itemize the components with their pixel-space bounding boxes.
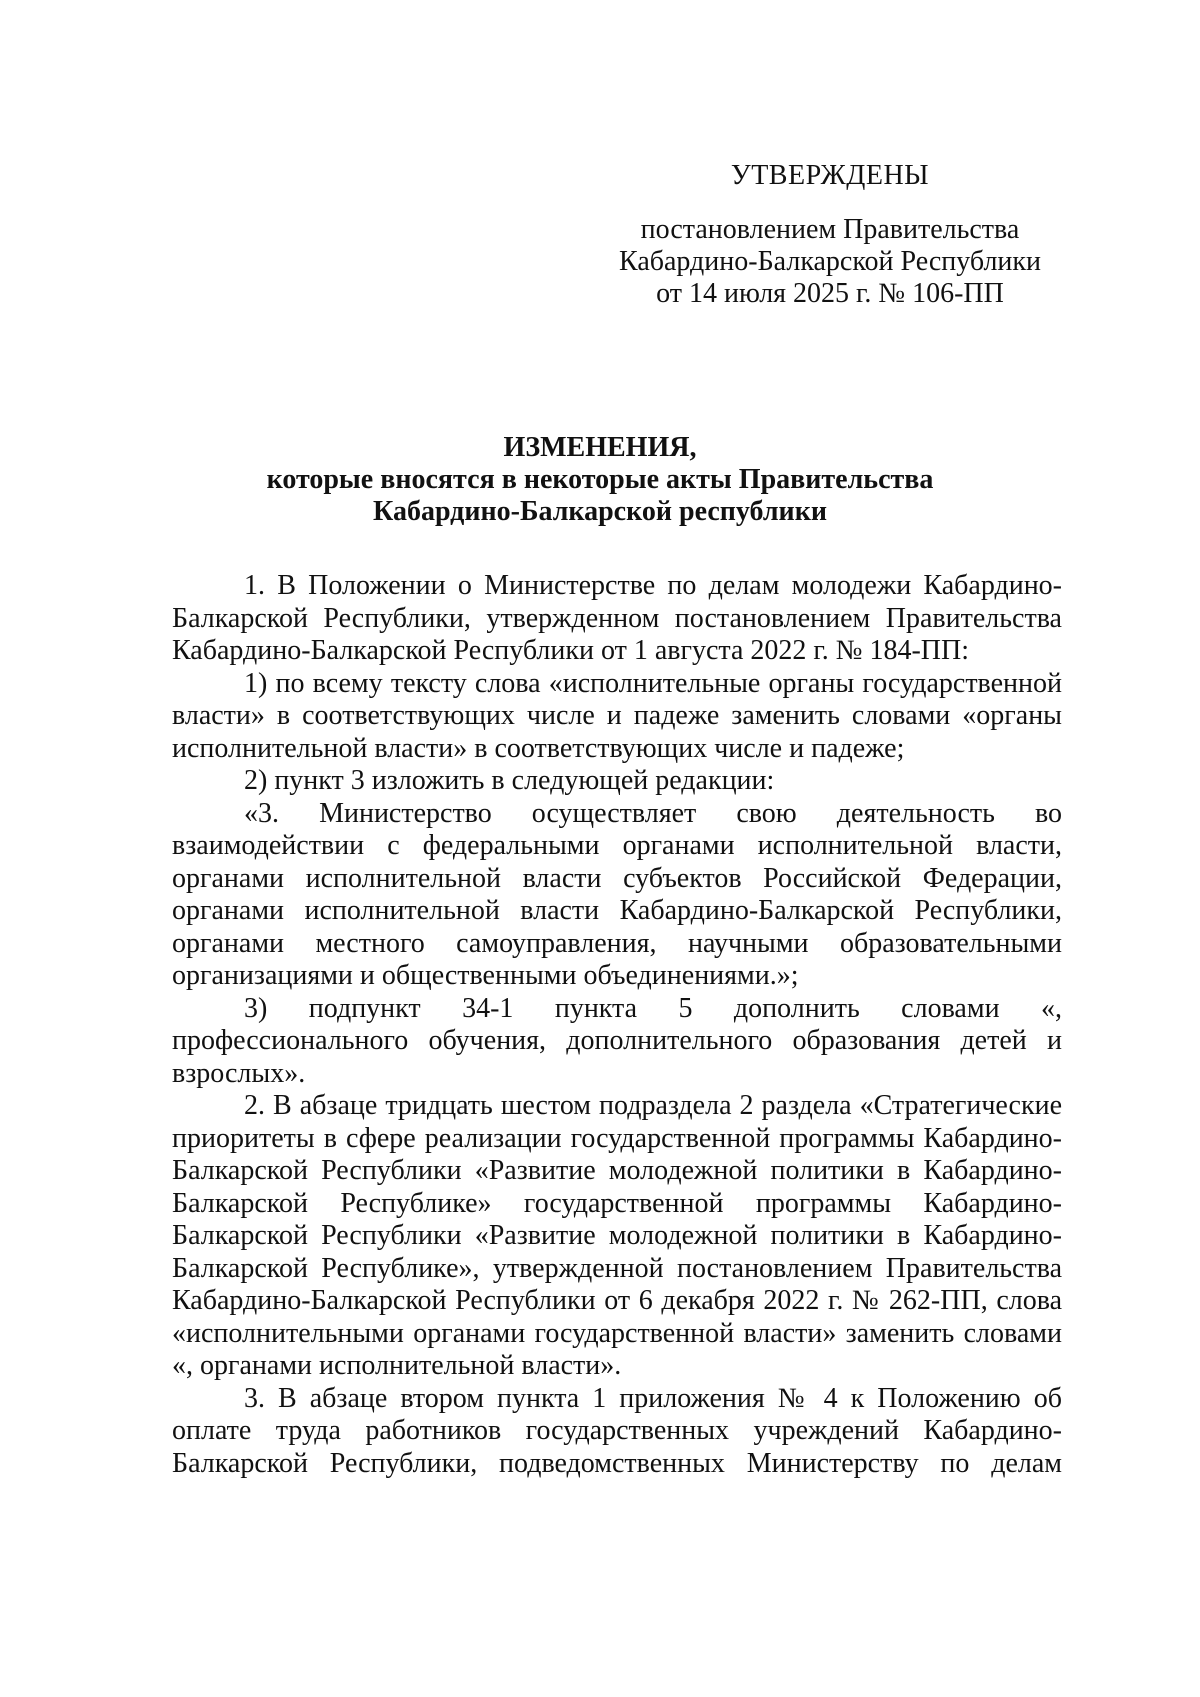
paragraph-1-3: 3) подпункт 34-1 пункта 5 дополнить словами «, профессионального обучения, дополнительного образования детей и взрослых». — [172, 992, 1062, 1089]
approved-label: УТВЕРЖДЕНЫ — [730, 160, 930, 191]
paragraph-3: 3. В абзаце втором пункта 1 приложения № 4 к Положению об оплате труда работников государственных учреждений Кабардино-Балкарской Республики, подведомственных Министерству по делам — [172, 1382, 1062, 1479]
document-subtitle-1: которые вносятся в некоторые акты Правительства — [266, 464, 934, 495]
approval-line-1: постановлением Правительства — [640, 214, 1020, 245]
paragraph-1-1: 1) по всему тексту слова «исполнительные органы государственной власти» в соответствующих числе и падеже заменить словами «органы исполнительной власти» в соответствующих числе и падеже; — [172, 667, 1062, 764]
paragraph-1-2-quote: «3. Министерство осуществляет свою деятельность во взаимодействии с федеральными органами исполнительной власти, органами исполнительной власти субъектов Российской Федерации, органами исполнительной власти Кабардино-Балкарской Республики, органами местного самоуправления, научными образовательными организациями и общественными объединениями.»; — [172, 797, 1062, 991]
approval-line-2: Кабардино-Балкарской Республики — [619, 246, 1041, 277]
document-heading — [160, 432, 1040, 528]
approval-stamp — [590, 160, 1070, 310]
paragraph-2: 2. В абзаце тридцать шестом подраздела 2 раздела «Стратегические приоритеты в сфере реализации государственной программы Кабардино-Балкарской Республики «Развитие молодежной политики в Кабардино-Балкарской Республике» государственной программы Кабардино-Балкарской Республики «Развитие молодежной политики в Кабардино-Балкарской Республике», утвержденной постановлением Правительства Кабардино-Балкарской Республики от 6 декабря 2022 г. № 262-ПП, слова «исполнительными органами государственной власти» заменить словами «, органами исполнительной власти». — [172, 1090, 1062, 1381]
document-subtitle-2: Кабардино-Балкарской республики — [373, 496, 827, 527]
document-body — [172, 570, 1062, 1480]
paragraph-1: 1. В Положении о Министерстве по делам молодежи Кабардино-Балкарской Республики, утвержденном постановлением Правительства Кабардино-Балкарской Республики от 1 августа 2022 г. № 184-ПП: — [172, 570, 1062, 666]
approval-line-3: от 14 июля 2025 г. № 106-ПП — [656, 278, 1004, 309]
paragraph-1-2: 2) пункт 3 изложить в следующей редакции: — [244, 765, 775, 796]
document-title: ИЗМЕНЕНИЯ, — [503, 432, 697, 463]
